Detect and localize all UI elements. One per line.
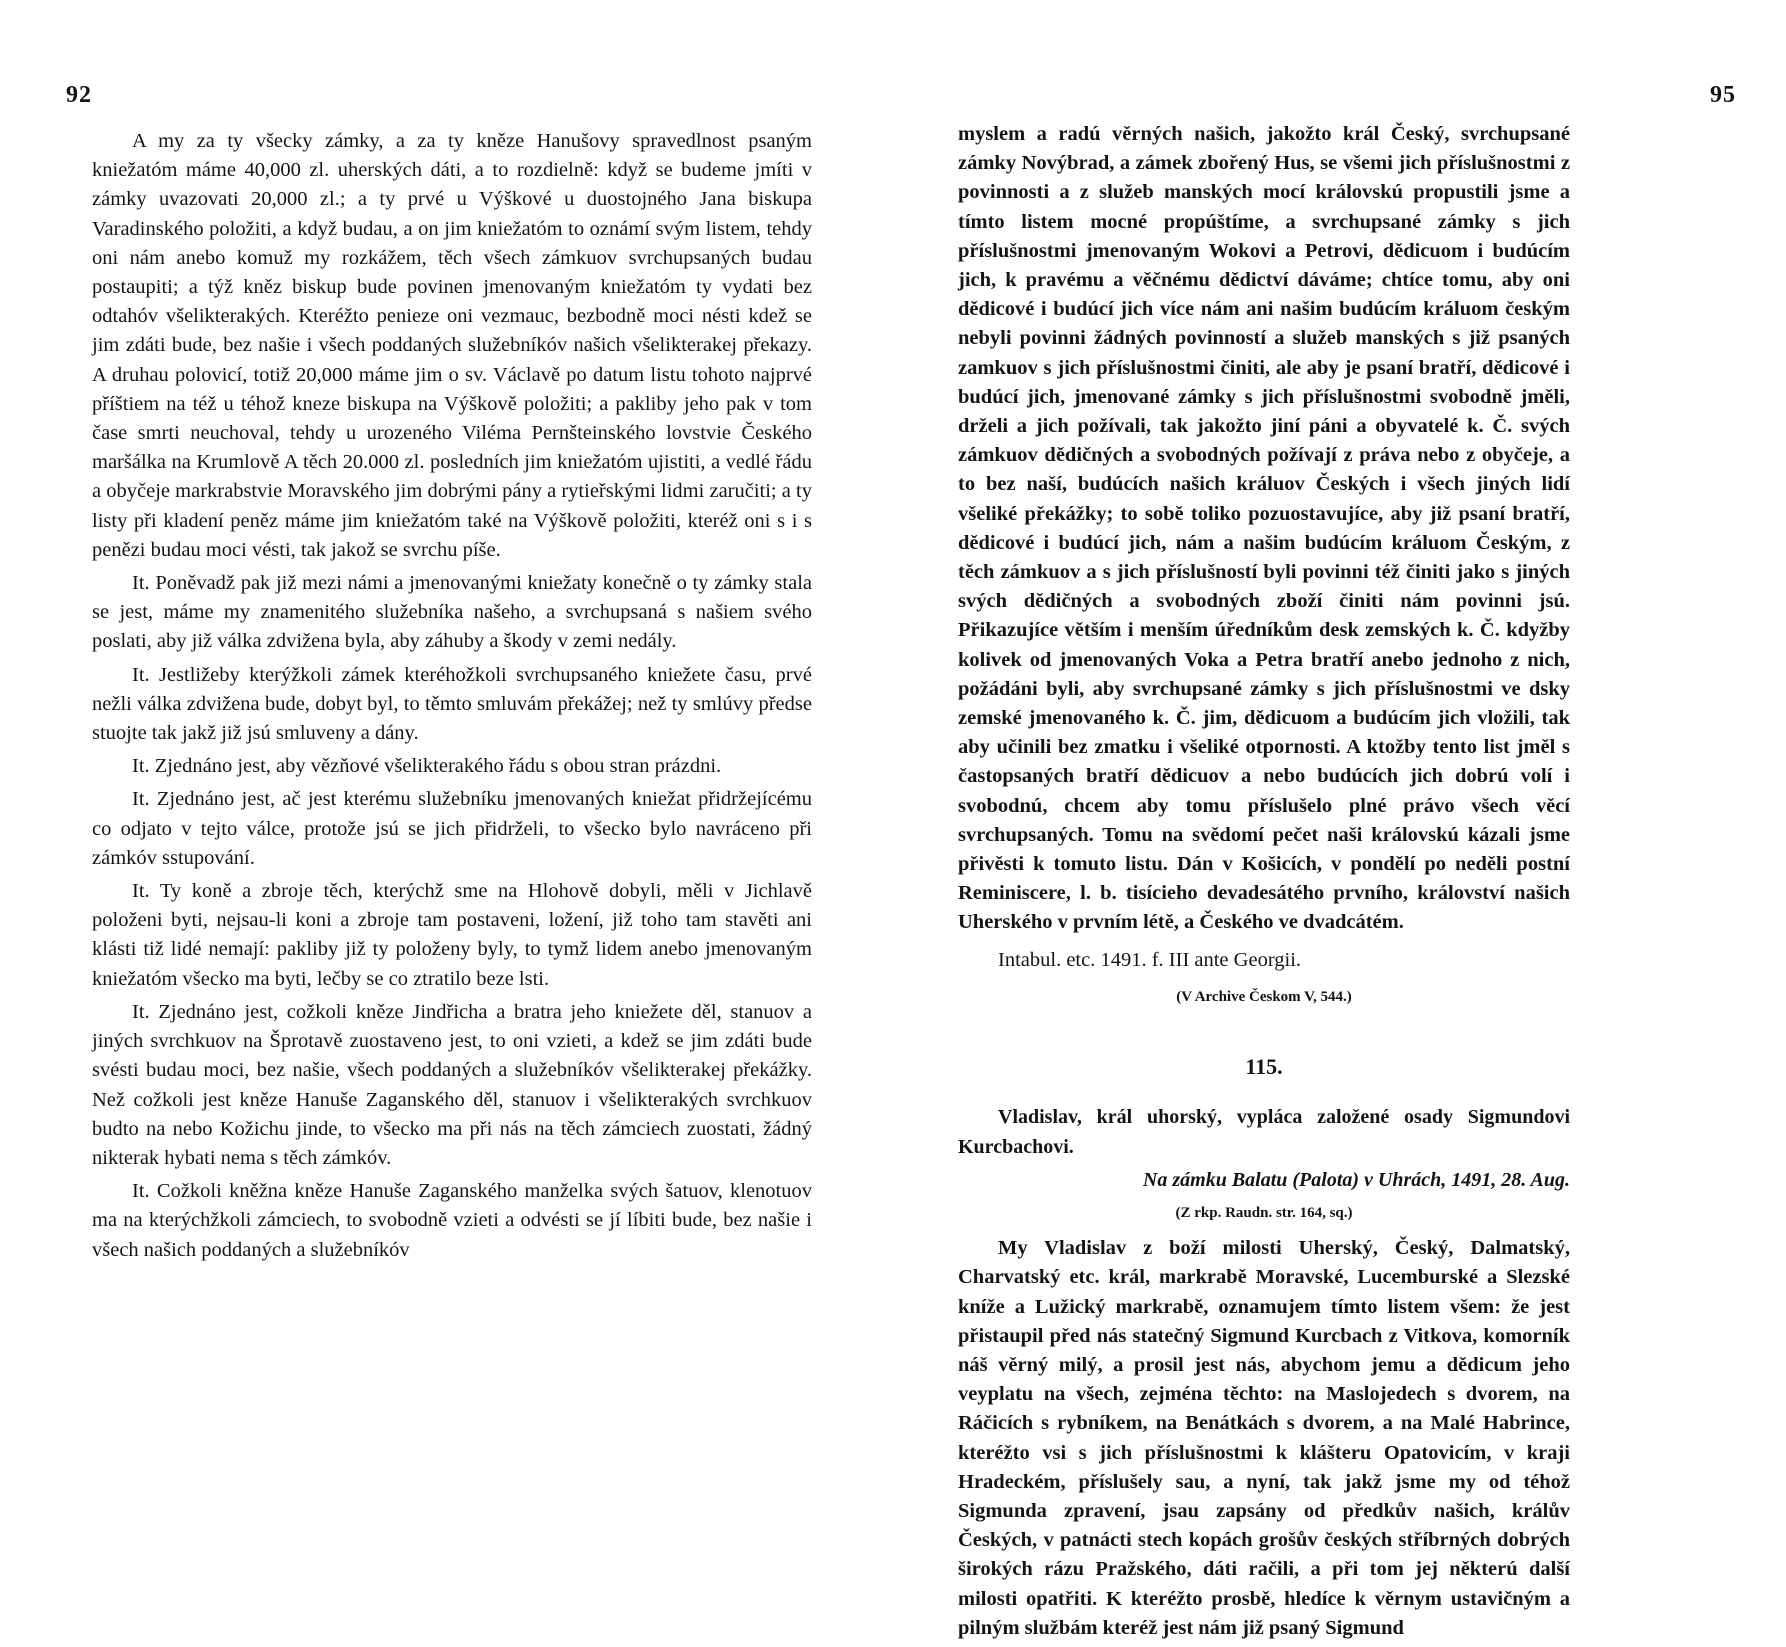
document-place-date-text: Na zámku Balatu (Palota) v Uhrách, 1491, 28. Aug.	[1142, 1168, 1570, 1191]
document-text: My Vladislav z boží milosti Uherský, Český, Dalmatský, Charvatský etc. král, markrabě Moravské, Lucemburské a Slezské kníže a Lužický markrabě, oznamujem tímto listem všem: že jest přistaupil před nás statečný Sigmund Kurcbach z Vitkova, komorník náš věrný milý, a prosil jest nás, abychom jemu a dědicum jeho veyplatu na všech, zejména těchto: na Maslojedech s dvorem, na Ráčicích s rybníkem, na Benátkách s dvorem, a na Malé Habrince, kteréžto vsi s jich příslušnostmi k klášteru Opatovicím, v kraji Hradeckém, příslušely sau, a nyní, tak jakž jsme my od téhož Sigmunda zpravení, jsau zapsány od předkův našich, králův Českých, v patnácti stech kopách grošův českých stříbrných dobrých širokých rázu Pražského, dáti račili, a při tom jej některú další milosti opatřiti. K kteréžto prosbě, hledíce k věrnym ustavičným a pilným službám kteréž jest nám již psaný Sigmund	[958, 1237, 1570, 1639]
paragraph: It. Zjednáno jest, ač jest kterému služebníku jmenovaných kniežat přidržejícému co odjato v tejto válce, protože jsú se jich přidrželi, to všecko bylo navráceno při zámkóv sstupování.	[92, 788, 812, 869]
paragraph: A my za ty všecky zámky, a za ty kněze Hanušovy spravedlnost psaným kniežatóm máme 40,000 zl. uherských dáti, a to rozdielně: když se budeme jmíti v zámky uvazovati 20,000 zl.; a ty prvé u Výškové u duostojného Jana biskupa Varadinského položiti, a když budau, a on jim kniežatóm to oznámí svým listem, tehdy oni nám anebo komuž my rozkážem, těch všech zámkuov svrchupsaných budau postaupiti; a týž kněz biskup bude povinen jmenovaným kniežatóm ty vydati bez odtahóv všelikterakých. Kteréžto penieze oni vezmauc, bezbodně moci nésti kdež se jim zdáti bude, bez našie i všech poddaných služebníkóv našich všelikterakej překazy. A druhau polovicí, totiž 20,000 máme jim o sv. Václavě po datum listu tohoto najprvé příštiem na též u téhož kneze biskupa na Výškově položiti; a pakliby jeho pak v tom čase smrti neuchoval, tehdy u urozeného Viléma Pernšteinského lovstvie Českého maršálka na Krumlově A těch 20.000 zl. posledních jim kniežatóm ujistiti, a vedlé řádu a obyčeje markrabstvie Moravského jim dobrými pány a rytieřskými lidmi zaručiti; a ty listy při kladení peněz máme jim kniežatóm také na Výškově položiti, kteréž oni s i s penězi budau moci vésti, tak jakož se svrchu píše.	[92, 130, 812, 561]
right-page-body	[958, 120, 1570, 1647]
paragraph: It. Zjednáno jest, cožkoli kněze Jindřicha a bratra jeho kniežete děl, stanuov a jiných svrchkuov na Šprotavě zuostaveno jest, to oni vzieti, a kdež se jim zdáti bude svésti budau moci, bez našie, všech poddaných a služebníkóv všelikterakej překážky. Než cožkoli jest kněze Hanuše Zaganského děl, stanuov i všelikterakých svrchkuov budto na nebo Kožichu jinde, to všecko ma při nás na těch zámciech zuostati, žádný nikterak hybati nema s těch zámkóv.	[92, 1000, 812, 1169]
document-title: Vladislav, král uhorský, vypláca založené osady Sigmundovi Kurcbachovi.	[958, 1106, 1570, 1158]
source-line: Intabul. etc. 1491. f. III ante Georgii.	[998, 948, 1302, 971]
paragraph: It. Zjednáno jest, aby vězňové všelikterakého řádu s obou stran prázdni.	[132, 755, 722, 778]
page-number: 92	[66, 82, 92, 108]
source-reference: (V Archive Českom V, 544.)	[1176, 988, 1352, 1005]
paragraph: It. Poněvadž pak již mezi námi a jmenovanými kniežaty konečně o ty zámky stala se jest, máme my znamenitého služebníka našeho, a svrchupsaná s našiem svého poslati, aby již válka zdvižena byla, aby záhuby a škody v zemi nedály.	[92, 572, 812, 653]
manuscript-reference: (Z rkp. Raudn. str. 164, sq.)	[1175, 1204, 1353, 1221]
right-page	[830, 0, 1786, 1639]
paragraph: It. Jestližeby kterýžkoli zámek kteréhožkoli svrchupsaného kniežete času, prvé nežli válka zdvižena bude, dobyt byl, to těmto smluvám překážej; než ty smlúvy předse stuojte tak jakž již jsú smluveny a dány.	[92, 663, 812, 745]
paragraph: myslem a radú věrných našich, jakožto král Český, svrchupsané zámky Novýbrad, a zámek zbořený Hus, se všemi jich příslušnostmi z povinnosti a z služeb manských mocí královskú propustili jsme a tímto listem mocné propúštíme, a svrchupsané zámky s jich příslušnostmi jmenovaným Wokovi a Petrovi, dědicuom i budúcím jich, k pravému a věčnému dědictví dáváme; chtíce tomu, aby oni dědicové i budúcí jich více nám ani našim budúcím králuom českým nebyli povinni žádných povinností a služeb manských s již psaných zamkuov s jich příslušnostmi činiti, ale aby je psaní bratří, dědicové i budúcí jich, jmenované zámky s jich příslušnostmi svobodně jměli, drželi a jich požívali, tak jakožto jiní páni a obyvatelé k. Č. svých zámkuov dědičných a svobodných požívají z práva nebo z obyčeje, a to bez naší, budúcích našich králuov Českých i všech jiných lidí všeliké překážky; to sobě toliko pozuostavujíce, aby již psaní bratří, dědicové i budúcí jich, nám a našim budúcím králuom Českým, z těch zámkuov a s jich příslušností byli povinni též činiti jako s jiných svých dědičných a svobodných zboží činiti nám povinni jsú. Přikazujíce větším i menším úředníkům desk zemských k. Č. kdyžby kolivek od jmenovaných Voka a Petra bratří anebo jednoho z nich, požádáni byli, aby svrchupsané zámky s jich příslušnostmi ve dsky zemské jmenovaného k. Č. jim, dědicuom a budúcím jich vložili, tak aby učinili bez zmatku i všeliké otpornosti. A ktožby tento list jměl s častopsaných bratří dědicuov a nebo budúcích jich dobrú volí i svobodnú, chcem aby tomu příslušelo plné právo všech věcí svrchupsaných. Tomu na svědomí pečet naši královskú kázali jsme přivěsti k tomuto listu. Dán v Košicích, v pondělí po neděli postní Reminiscere, l. b. tisícieho devadesátého prvního, království našich Uherského v prvním létě, a Českého ve dvadcátém.	[958, 123, 1570, 934]
page-number: 95	[1710, 82, 1736, 108]
paragraph: It. Ty koně a zbroje těch, kterýchž sme na Hlohově dobyli, měli v Jichlavě položeni byti, nejsau-li koni a zbroje tam postaveni, ložení, již toho tam stavěti ani klásti tiž lidé nemají: pakliby již ty položeny byly, to tymž lidem anebo jmenovaným kniežatóm všecko ma byti, lečby se co ztratilo beze lsti.	[92, 880, 812, 990]
left-page-body	[92, 127, 812, 1269]
left-page	[0, 0, 812, 1500]
paragraph: It. Cožkoli kněžna kněze Hanuše Zaganského manželka svých šatuov, klenotuov ma na kterýchžkoli zámciech, to svobodně vzieti a odvésti se jí líbiti bude, bez našie i všech našich poddaných a služebníkóv	[92, 1180, 812, 1261]
document-number: 115.	[1245, 1054, 1283, 1080]
document-place-date	[958, 1166, 1570, 1195]
